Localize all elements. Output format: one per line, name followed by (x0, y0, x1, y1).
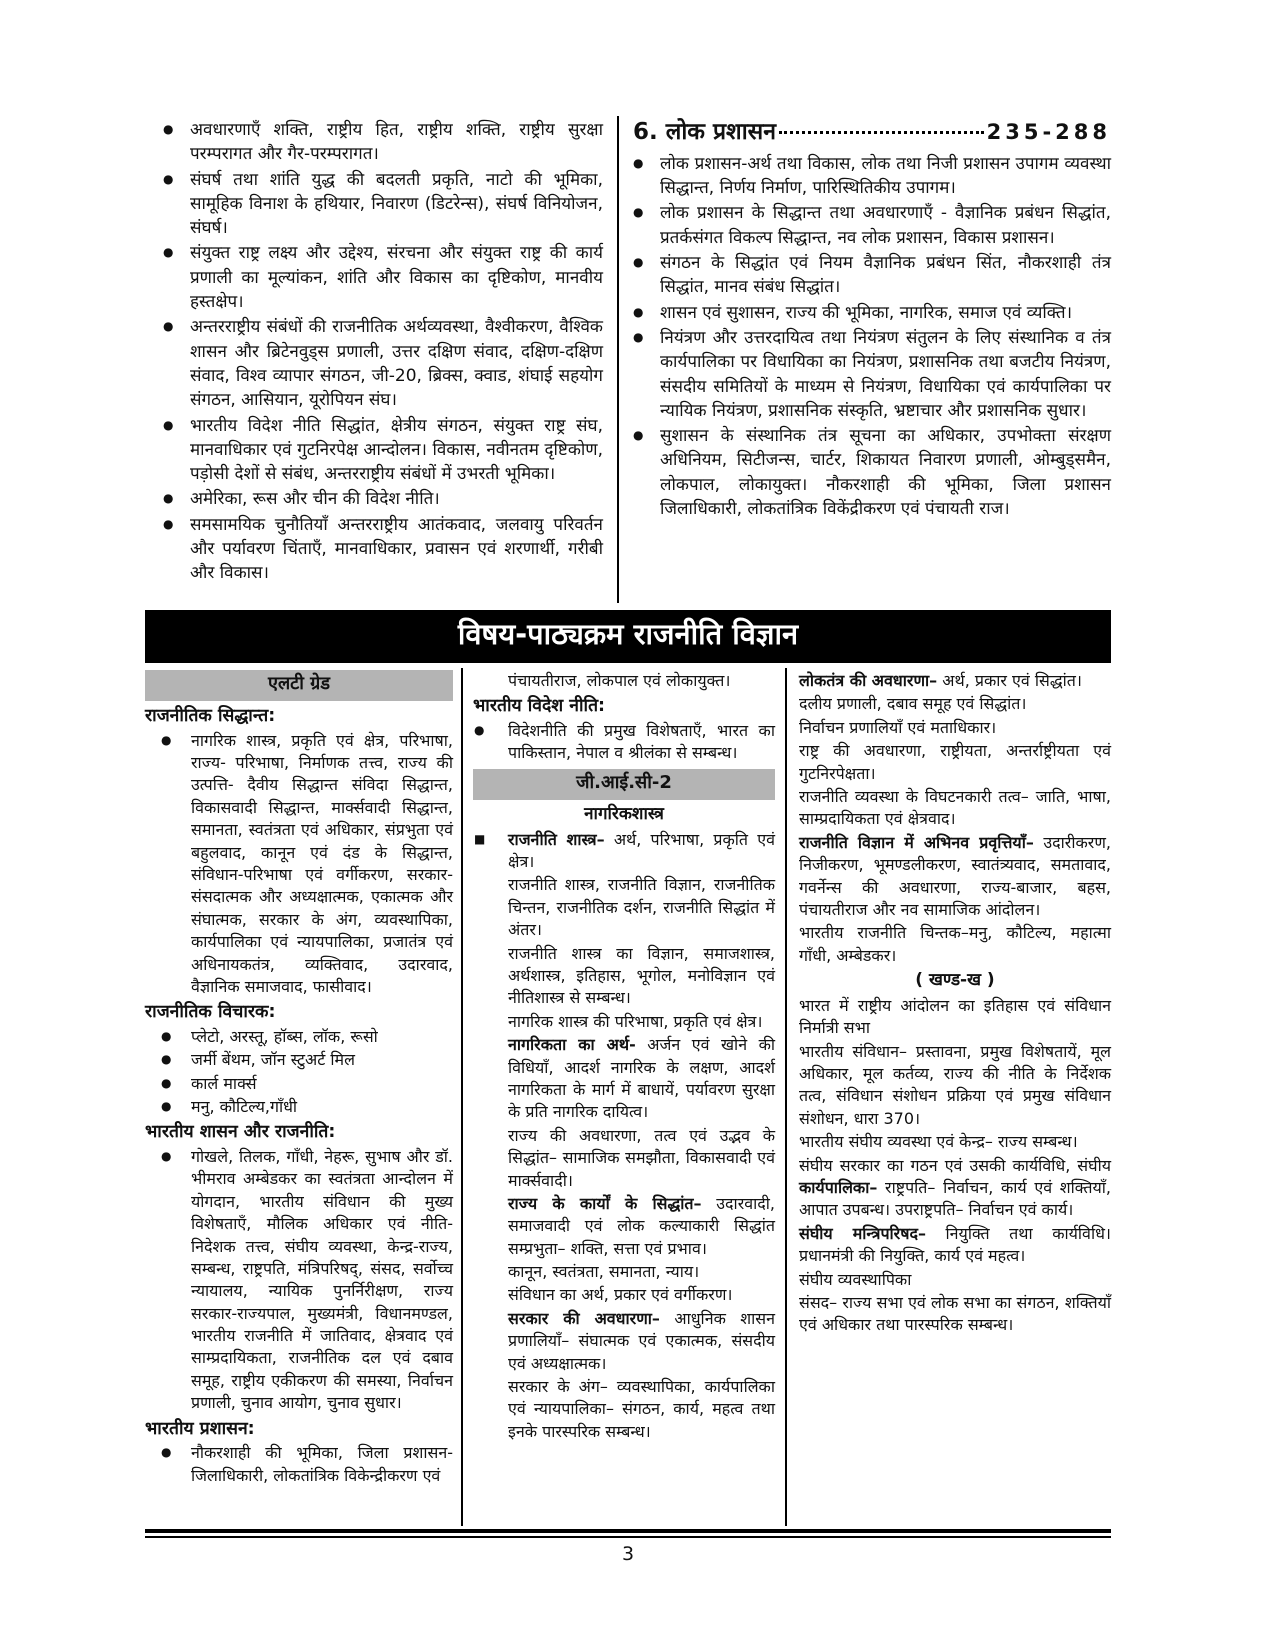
syllabus-columns (145, 668, 1111, 1526)
list-item (145, 1073, 453, 1095)
list-item (799, 1223, 1111, 1268)
list-item (633, 201, 1111, 250)
bullet-icon: ● (161, 1028, 172, 1043)
item-text: कार्ल मार्क्स (191, 1073, 257, 1093)
item-text: राज्य के कार्यों के सिद्धांत– उदारवादी, समाजवादी एवं लोक कल्याकारी सिद्धांत सम्प्रभुता– शक्ति, सत्ता एवं प्रभाव। (508, 1193, 776, 1258)
list-item (473, 1193, 775, 1260)
item-text: दलीय प्रणाली, दबाव समूह एवं सिद्धांत। (799, 694, 1027, 714)
bullet-icon: ● (161, 1099, 172, 1114)
column-lt-grade (145, 668, 461, 1526)
list-item (473, 1308, 775, 1375)
item-text: शासन एवं सुशासन, राज्य की भूमिका, नागरिक, समाज एवं व्यक्ति। (660, 302, 1073, 323)
bullet-icon: ● (633, 329, 644, 344)
list-item (473, 670, 775, 692)
list-item (799, 693, 1111, 715)
list-item (799, 995, 1111, 1040)
list-item (163, 241, 603, 314)
item-text: निर्वाचन प्रणालियाँ एवं मताधिकार। (799, 717, 997, 737)
list-item (799, 1131, 1111, 1153)
toc-section-6 (619, 116, 1111, 603)
item-text: गोखले, तिलक, गाँधी, नेहरू, सुभाष और डॉ. भीमराव अम्बेडकर का स्वतंत्रता आन्दोलन में योगदान, भारतीय संविधान की मुख्य विशेषताएँ, मौलिक अधिकार एवं नीति-निदेशक तत्त्व, संघीय व्यवस्था, केन्द्र-राज्य, सम्बन्ध, राष्ट्रपति, मंत्रिपरिषद्, संसद, सर्वोच्च न्यायालय, न्यायिक पुनर्निरीक्षण, राज्य सरकार-राज्यपाल, मुख्यमंत्री, विधानमण्डल, भारतीय राजनीति में जातिवाद, क्षेत्रवाद एवं साम्प्रदायिकता, राजनीतिक दल एवं दबाव समूह, राष्ट्रीय एकीकरण की समस्या, निर्वाचन प्रणाली, चुनाव आयोग, चुनाव सुधार। (191, 1146, 453, 1413)
bullet-icon: ● (633, 304, 644, 319)
list-item (633, 152, 1111, 201)
list-item (473, 1284, 775, 1306)
item-text: प्लेटो, अरस्तू, हॉब्स, लॉक, रूसो (191, 1026, 378, 1046)
item-text: राष्ट्र की अवधारणा, राष्ट्रीयता, अन्तर्राष्ट्रीयता एवं गुटनिरपेक्षता। (799, 741, 1111, 783)
list-item (799, 1155, 1111, 1222)
list-item (473, 943, 775, 1010)
item-text: संघीय सरकार का गठन एवं उसकी कार्यविधि, संघीय कार्यपालिका– राष्ट्रपति– निर्वाचन, कार्य एवं शक्तियाँ, आपात उपबन्ध। उपराष्ट्रपति– निर्वाचन एवं कार्य। (799, 1155, 1111, 1220)
bullet-icon: ● (161, 732, 172, 747)
centered-heading (473, 803, 775, 827)
list-item (799, 740, 1111, 785)
toc-entry-6 (633, 116, 1111, 149)
item-text: मनु, कौटिल्य,गाँधी (191, 1097, 298, 1117)
dotted-leader (779, 131, 984, 134)
item-text: भारतीय विदेश नीति: (473, 696, 606, 717)
list-item (633, 424, 1111, 521)
column-right-items (799, 670, 1111, 1337)
list-item (145, 1026, 453, 1048)
item-text: नागरिकता का अर्थ- अर्जन एवं खोने की विधियाँ, आदर्श नागरिक के लक्षण, आदर्श नागरिकता के मार्ग में बाधायें, पर्यावरण सुरक्षा के प्रति नागरिक दायित्व। (508, 1035, 776, 1122)
item-text: नागरिक शास्त्र, प्रकृति एवं क्षेत्र, परिभाषा, राज्य- परिभाषा, निर्माणक तत्त्व, राज्य की उत्पत्ति- दैवीय सिद्धान्त संविदा सिद्धान्त, विकासवादी सिद्धान्त, मार्क्सवादी सिद्धान्त, समानता, स्वतंत्रता एवं अधिकार, संप्रभुता एवं बहुलवाद, कानून एवं दंड के सिद्धान्त, संविधान-परिभाषा एवं वर्गीकरण, सरकार-संसदात्मक और अध्यक्षात्मक, एकात्मक और संघात्मक, सरकार के अंग, व्यवस्थापिका, कार्यपालिका एवं न्यायपालिका, प्रजातंत्र एवं अधिनायकतंत्र, व्यक्तिवाद, उदारवाद, वैज्ञानिक समाजवाद, फासीवाद। (191, 730, 453, 996)
list-item (799, 717, 1111, 739)
bullet-icon: ● (633, 155, 644, 170)
bullet-icon: ● (633, 428, 644, 443)
list-item (473, 1034, 775, 1124)
section-heading (145, 1417, 453, 1442)
list-item (473, 720, 775, 765)
item-text: भारतीय शासन और राजनीति: (145, 1122, 336, 1143)
item-text: लोक प्रशासन-अर्थ तथा विकास, लोक तथा निजी प्रशासन उपागम व्यवस्था सिद्धान्त, निर्णय निर्माण, पारिस्थितिकीय उपागम। (660, 153, 1111, 199)
item-text: विदेशनीति की प्रमुख विशेषताएँ, भारत का पाकिस्तान, नेपाल व श्रीलंका से सम्बन्ध। (508, 720, 775, 763)
item-text: जी.आई.सी-2 (576, 771, 672, 793)
syllabus-banner: विषय-पाठ्यक्रम राजनीति विज्ञान (145, 610, 1111, 663)
list-item (145, 1442, 453, 1487)
list-item (163, 168, 603, 241)
toc-left-column (145, 116, 619, 603)
bullet-icon: ● (161, 1052, 172, 1067)
bullet-icon: ● (163, 171, 174, 186)
list-item (799, 832, 1111, 922)
toc-entry-pages: 235-288 (986, 120, 1111, 144)
item-text: राजनीतिक सिद्धान्त: (145, 706, 276, 727)
item-text: भारत में राष्ट्रीय आंदोलन का इतिहास एवं संविधान निर्मात्री सभा (799, 995, 1111, 1038)
bullet-icon: ● (163, 417, 174, 432)
footer-double-rule (145, 1529, 1111, 1538)
bullet-icon: ● (163, 516, 174, 531)
column-right (787, 668, 1111, 1526)
item-text: ( खण्ड-ख ) (915, 970, 995, 991)
section-heading (145, 1120, 453, 1145)
list-item (145, 730, 453, 999)
list-item (633, 301, 1111, 325)
column-middle-items (473, 670, 775, 1443)
item-text: संसद– राज्य सभा एवं लोक सभा का संगठन, शक्तियाँ एवं अधिकार तथा पारस्परिक सम्बन्ध। (799, 1292, 1111, 1335)
list-item (473, 1261, 775, 1283)
list-item (799, 1041, 1111, 1131)
item-text: संगठन के सिद्धांत एवं नियम वैज्ञानिक प्रबंधन सिंत, नौकरशाही तंत्र सिद्धांत, मानव संबंध सिद्धांत। (660, 253, 1111, 298)
list-item (473, 874, 775, 941)
item-text: कानून, स्वतंत्रता, समानता, न्याय। (508, 1262, 700, 1282)
item-text: संविधान का अर्थ, प्रकार एवं वर्गीकरण। (508, 1285, 733, 1305)
list-item (473, 1376, 775, 1443)
column-lt-grade-items (145, 704, 453, 1487)
item-text: राजनीति शास्त्र, राजनीति विज्ञान, राजनीतिक चिन्तन, राजनीतिक दर्शन, राजनीति सिद्धांत में अंतर। (508, 875, 775, 940)
list-item (633, 326, 1111, 423)
list-item (145, 1049, 453, 1071)
item-text: अवधारणाएँ शक्ति, राष्ट्रीय हित, राष्ट्रीय शक्ति, राष्ट्रीय सुरक्षा परम्परागत और गैर-परम्परागत। (190, 120, 603, 165)
item-text: नौकरशाही की भूमिका, जिला प्रशासन-जिलाधिकारी, लोकतांत्रिक विकेन्द्रीकरण एवं (191, 1443, 453, 1485)
list-item (799, 922, 1111, 967)
item-text: अन्तरराष्ट्रीय संबंधों की राजनीतिक अर्थव्यवस्था, वैश्वीकरण, वैश्विक शासन और ब्रिटेनवुड्स प्रणाली, उत्तर दक्षिण संवाद, दक्षिण-दक्षिण संवाद, विश्व व्यापार संगठन, जी-20, ब्रिक्स, क्वाड, शंघाई सहयोग संगठन, आसियान, यूरोपियन संघ। (190, 317, 603, 411)
list-item (473, 1125, 775, 1192)
toc-top-section (145, 116, 1111, 603)
gray-subheader (473, 769, 775, 800)
item-text: राज्य की अवधारणा, तत्व एवं उद्भव के सिद्धांत– सामाजिक समझौता, विकासवादी एवं मार्क्सवादी। (508, 1125, 775, 1190)
list-item (163, 414, 603, 487)
list-item (163, 513, 603, 586)
section-heading (145, 704, 453, 729)
bullet-icon: ● (474, 722, 485, 737)
list-item (799, 670, 1111, 692)
item-text: समसामयिक चुनौतियाँ अन्तरराष्ट्रीय आतंकवाद, जलवायु परिवर्तन और पर्यावरण चिंताएँ, मानवाधिकार, प्रवासन एवं शरणार्थी, गरीबी और विकास। (190, 514, 603, 584)
page-content (145, 116, 1111, 1565)
list-item (633, 251, 1111, 300)
square-bullet-icon: ■ (474, 831, 486, 846)
item-text: अमेरिका, रूस और चीन की विदेश नीति। (190, 489, 440, 510)
bullet-icon: ● (163, 122, 174, 136)
bullet-icon: ● (163, 319, 174, 334)
toc-section-6-items (633, 152, 1111, 521)
item-text: भारतीय प्रशासन: (145, 1418, 255, 1439)
item-text: राजनीति शास्त्र– अर्थ, परिभाषा, प्रकृति एवं क्षेत्र। (508, 829, 775, 872)
section-heading (145, 1000, 453, 1025)
item-text: राजनीतिक विचारक: (145, 1002, 276, 1023)
item-text: जर्मी बेंथम, जॉन स्टुअर्ट मिल (191, 1050, 355, 1070)
list-item (145, 1096, 453, 1118)
item-text: संघर्ष तथा शांति युद्ध की बदलती प्रकृति, नाटो की भूमिका, सामूहिक विनाश के हथियार, निवारण (डिटरेन्स), संघर्ष विनियोजन, संघर्ष। (190, 169, 603, 239)
bullet-icon: ● (161, 1075, 172, 1090)
bullet-icon: ● (633, 205, 644, 220)
item-text: नागरिक शास्त्र की परिभाषा, प्रकृति एवं क्षेत्र। (508, 1011, 763, 1031)
item-text: राजनीति विज्ञान में अभिनव प्रवृत्तियाँ– उदारीकरण, निजीकरण, भूमण्डलीकरण, स्वातंत्र्यवाद, समतावाद, गवर्नेन्स की अवधारणा, राज्य-बाजार, बहस, पंचायतीराज और नव सामाजिक आंदोलन। (799, 832, 1111, 919)
item-text: संयुक्त राष्ट्र लक्ष्य और उद्देश्य, संरचना और संयुक्त राष्ट्र की कार्य प्रणाली का मूल्यांकन, शांति और विकास का दृष्टिकोण, मानवीय हस्तक्षेप। (190, 243, 603, 313)
bullet-icon: ● (161, 1148, 172, 1163)
item-text: भारतीय संघीय व्यवस्था एवं केन्द्र– राज्य सम्बन्ध। (799, 1132, 1078, 1152)
item-text: संघीय मन्त्रिपरिषद– नियुक्ति तथा कार्यविधि। प्रधानमंत्री की नियुक्ति, कार्य एवं महत्व। (799, 1223, 1111, 1266)
bullet-icon: ● (161, 1445, 172, 1460)
list-item (145, 1146, 453, 1415)
item-text: पंचायतीराज, लोकपाल एवं लोकायुक्त। (508, 671, 731, 690)
item-text: भारतीय विदेश नीति सिद्धांत, क्षेत्रीय संगठन, संयुक्त राष्ट्र संघ, मानवाधिकार एवं गुटनिरपेक्ष आन्दोलन। विकास, नवीनतम दृष्टिकोण, पड़ोसी देशों से संबंध, अन्तरराष्ट्रीय संबंधों में उभरती भूमिका। (190, 415, 603, 485)
list-item (163, 315, 603, 412)
item-text: सरकार की अवधारणा– आधुनिक शासन प्रणालियाँ– संघात्मक एवं एकात्मक, संसदीय एवं अध्यक्षात्मक। (508, 1308, 775, 1373)
list-item (163, 487, 603, 511)
item-text: नियंत्रण और उत्तरदायित्व तथा नियंत्रण संतुलन के लिए संस्थानिक व तंत्र कार्यपालिका पर विधायिका का नियंत्रण, प्रशासनिक तथा बजटीय नियंत्रण, संसदीय समितियों के माध्यम से नियंत्रण, विधायिका एवं कार्यपालिका पर न्यायिक नियंत्रण, प्रशासनिक संस्कृति, भ्रष्टाचार और प्रशासनिक सुधार। (660, 327, 1111, 421)
item-text: नागरिकशास्त्र (584, 803, 664, 824)
toc-entry-title: 6. लोक प्रशासन (633, 119, 776, 145)
bullet-icon: ● (163, 491, 174, 506)
item-text: भारतीय संविधान– प्रस्तावना, प्रमुख विशेषतायें, मूल अधिकार, मूल कर्तव्य, राज्य की नीति के निर्देशक तत्व, संविधान संशोधन प्रक्रिया एवं प्रमुख संविधान संशोधन, धारा 370। (799, 1041, 1111, 1128)
item-text: लोकतंत्र की अवधारणा– अर्थ, प्रकार एवं सिद्धांत। (799, 671, 1082, 690)
item-text: लोक प्रशासन के सिद्धान्त तथा अवधारणाएँ - वैज्ञानिक प्रबंधन सिद्धांत, प्रतर्कसंगत विकल्प सिद्धान्त, नव लोक प्रशासन, विकास प्रशासन। (660, 203, 1111, 248)
column-header-lt-grade: एलटी ग्रेड (145, 670, 453, 701)
list-item (799, 786, 1111, 831)
list-item (473, 1011, 775, 1033)
list-item (163, 118, 603, 167)
bullet-icon: ● (633, 255, 644, 270)
list-item (799, 1292, 1111, 1337)
list-item (473, 829, 775, 874)
item-text: सुशासन के संस्थानिक तंत्र सूचना का अधिकार, उपभोक्ता संरक्षण अधिनियम, सिटीजन्स, चार्टर, शिकायत निवारण प्रणाली, ओम्बुड्समैन, लोकपाल, लोकायुक्त। नौकरशाही की भूमिका, जिला प्रशासन जिलाधिकारी, लोकतांत्रिक विकेंद्रीकरण एवं पंचायती राज। (660, 426, 1111, 520)
item-text: राजनीति व्यवस्था के विघटनकारी तत्व– जाति, भाषा, साम्प्रदायिकता एवं क्षेत्रवाद। (799, 786, 1111, 829)
list-item (799, 1269, 1111, 1291)
page-number: 3 (621, 1543, 635, 1565)
item-text: सरकार के अंग– व्यवस्थापिका, कार्यपालिका एवं न्यायपालिका– संगठन, कार्य, महत्व तथा इनके पारस्परिक सम्बन्ध। (508, 1377, 775, 1441)
item-text: राजनीति शास्त्र का विज्ञान, समाजशास्त्र, अर्थशास्त्र, इतिहास, भूगोल, मनोविज्ञान एवं नीतिशास्त्र से सम्बन्ध। (508, 943, 775, 1008)
item-text: भारतीय राजनीति चिन्तक–मनु, कौटिल्य, महात्मा गाँधी, अम्बेडकर। (799, 923, 1111, 965)
section-heading (473, 694, 775, 719)
bullet-icon: ● (163, 245, 174, 260)
column-middle (461, 668, 787, 1526)
item-text: संघीय व्यवस्थापिका (799, 1269, 912, 1289)
centered-heading (799, 969, 1111, 993)
